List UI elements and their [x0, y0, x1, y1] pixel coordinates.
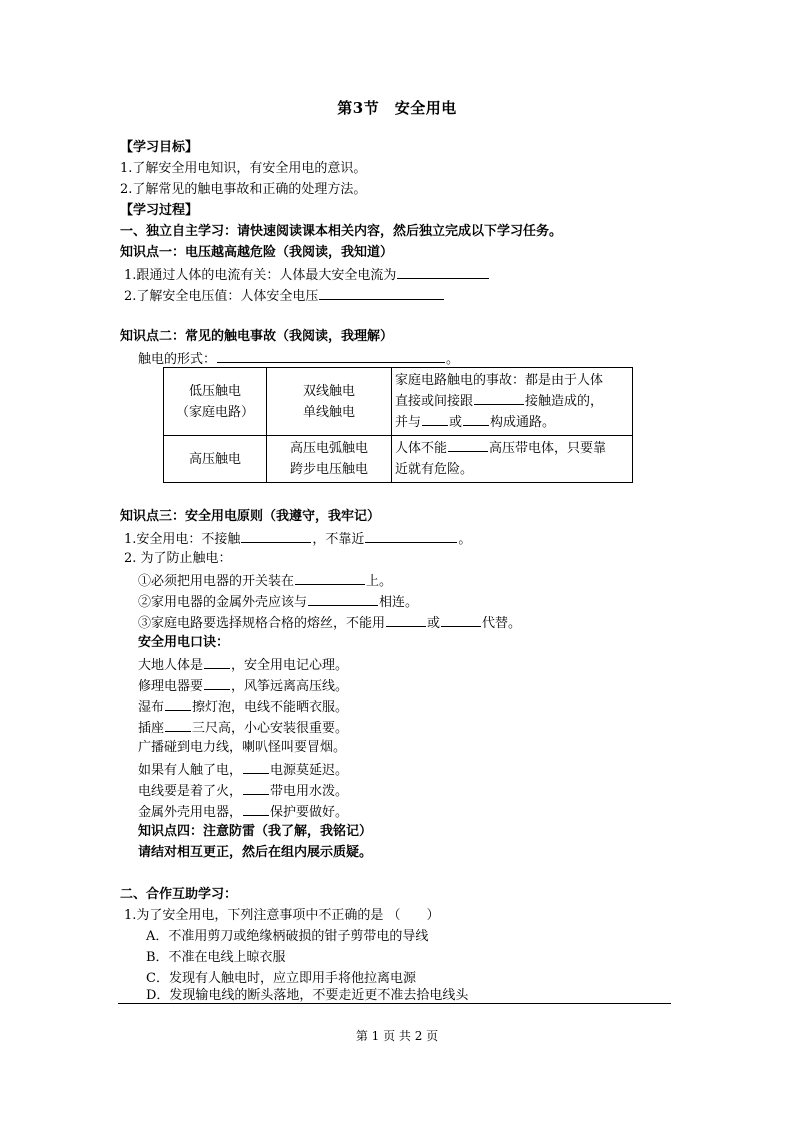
prevent-item — [138, 592, 418, 612]
text-part: 插座 — [138, 721, 165, 736]
question-stem: 1.为了安全用电，下列注意事项中不正确的是 （ ） — [124, 908, 440, 923]
rhyme-line — [138, 655, 348, 675]
kp4-heading: 知识点四：注意防雷（我了解，我铭记） — [138, 824, 373, 839]
text-part: 三尺高，小心安装很重要。 — [192, 721, 349, 736]
rhyme-line — [138, 718, 348, 738]
cell-text — [395, 438, 629, 459]
text-part: 。 — [458, 532, 472, 547]
shock-types-table — [163, 367, 633, 483]
shock-form-end: 。 — [446, 352, 460, 367]
rhyme-line — [138, 697, 348, 717]
cell-text: 近就有危险。 — [395, 462, 474, 477]
answer-blank[interactable] — [241, 529, 311, 543]
text-part: 相连。 — [379, 595, 419, 610]
rhyme-line: 广播碰到电力线，喇叭怪叫要冒烟。 — [138, 740, 347, 755]
shock-form-line — [138, 349, 459, 369]
cell-text-part: 人体不能 — [395, 441, 448, 456]
kp3-principle — [124, 529, 471, 549]
text-part: ，风筝远离高压线。 — [231, 679, 349, 694]
table-row — [164, 368, 633, 436]
table-cell — [164, 436, 267, 483]
rhyme-line — [138, 802, 348, 822]
text-part: 上。 — [366, 574, 393, 589]
process-heading: 【学习过程】 — [120, 203, 199, 218]
kp1-q2-text: 2.了解安全电压值：人体安全电压 — [124, 289, 319, 304]
rhyme-line — [138, 781, 348, 801]
cell-text-part: 或 — [449, 415, 463, 430]
cell-text: （家庭电路） — [175, 404, 254, 420]
cell-text — [395, 391, 629, 412]
cell-text-part: 构成通路。 — [490, 415, 556, 430]
answer-blank[interactable] — [397, 265, 489, 279]
answer-blank[interactable] — [165, 718, 191, 732]
answer-blank[interactable] — [243, 802, 269, 816]
page-number: 第 1 页 共 2 页 — [355, 1029, 439, 1043]
kp3-prevent: 2. 为了防止触电： — [124, 551, 232, 566]
table-cell — [267, 436, 392, 483]
rhyme-line — [138, 760, 348, 780]
table-cell — [392, 436, 633, 483]
shock-form-label: 触电的形式： — [138, 352, 217, 367]
answer-blank[interactable] — [165, 697, 191, 711]
answer-blank[interactable] — [448, 438, 488, 452]
text-part: 电源莫延迟。 — [270, 763, 349, 778]
section2-heading: 二、合作互助学习： — [120, 887, 238, 902]
goals-heading: 【学习目标】 — [120, 140, 199, 155]
footer-divider — [118, 1003, 671, 1004]
answer-blank[interactable] — [204, 655, 230, 669]
text-part: ，安全用电记心理。 — [231, 658, 349, 673]
text-part: 电线要是着了火， — [138, 784, 243, 799]
cell-text: 单线触电 — [302, 404, 355, 420]
prevent-item — [138, 571, 392, 591]
answer-blank[interactable] — [463, 412, 489, 426]
cell-text-part: 高压带电体，只要靠 — [489, 441, 607, 456]
text-part: 1.安全用电：不接触 — [124, 532, 241, 547]
text-part: 擦灯泡，电线不能晒衣服。 — [192, 700, 349, 715]
rhyme-heading: 安全用电口诀： — [138, 635, 230, 650]
text-part: ①必须把用电器的开关装在 — [138, 574, 295, 589]
answer-option: A．不准用剪刀或绝缘柄破损的钳子剪带电的导线 — [146, 929, 429, 944]
text-part: ③家庭电路要选择规格合格的熔丝，不能用 — [138, 616, 386, 631]
section1-heading: 一、独立自主学习：请快速阅读课本相关内容，然后独立完成以下学习任务。 — [120, 224, 563, 239]
table-row — [164, 436, 633, 483]
text-part: 或 — [427, 616, 441, 631]
text-part: ，不靠近 — [312, 532, 365, 547]
cell-text-part: 接触造成的， — [525, 394, 604, 409]
rhyme-line — [138, 676, 348, 696]
text-part: 金属外壳用电器， — [138, 805, 243, 820]
text-part: 带电用水泼。 — [270, 784, 349, 799]
answer-option: C．发现有人触电时，应立即用手将他拉离电源 — [146, 971, 416, 986]
table-cell — [267, 368, 392, 436]
kp1-question — [124, 286, 445, 306]
text-part: 如果有人触了电， — [138, 763, 243, 778]
text-part: ②家用电器的金属外壳应该与 — [138, 595, 308, 610]
kp1-question — [124, 265, 490, 285]
prevent-item — [138, 613, 521, 633]
text-part: 大地人体是 — [138, 658, 204, 673]
cell-text — [395, 412, 629, 433]
page-title: 第3节 安全用电 — [337, 99, 457, 117]
text-part: 湿布 — [138, 700, 165, 715]
kp1-q1-text: 1.跟通过人体的电流有关：人体最大安全电流为 — [124, 268, 397, 283]
kp2-heading: 知识点二：常见的触电事故（我阅读，我理解） — [120, 329, 394, 344]
answer-option: B．不准在电线上晾衣服 — [146, 950, 286, 965]
table-cell — [392, 368, 633, 436]
cell-text-part: 并与 — [395, 415, 422, 430]
goal-item: 2.了解常见的触电事故和正确的处理方法。 — [120, 182, 367, 197]
answer-option: D．发现输电线的断头落地，不要走近更不准去拾电线头 — [146, 988, 469, 1003]
answer-blank[interactable] — [474, 391, 524, 405]
peer-check-instruction: 请结对相互更正，然后在组内展示质疑。 — [138, 845, 373, 860]
cell-text: 高压触电 — [188, 451, 241, 467]
cell-text: 家庭电路触电的事故：都是由于人体 — [395, 373, 604, 388]
answer-blank[interactable] — [319, 286, 444, 300]
answer-blank[interactable] — [386, 613, 426, 627]
answer-blank[interactable] — [308, 592, 378, 606]
answer-blank[interactable] — [243, 781, 269, 795]
answer-blank[interactable] — [441, 613, 481, 627]
cell-text-part: 直接或间接跟 — [395, 394, 474, 409]
answer-blank[interactable] — [365, 529, 457, 543]
answer-blank[interactable] — [204, 676, 230, 690]
table-cell — [164, 368, 267, 436]
answer-blank[interactable] — [217, 349, 445, 363]
answer-blank[interactable] — [295, 571, 365, 585]
kp3-heading: 知识点三：安全用电原则（我遵守，我牢记） — [120, 509, 381, 524]
cell-text: 跨步电压触电 — [289, 462, 368, 477]
cell-text: 高压电弧触电 — [289, 441, 368, 456]
text-part: 保护要做好。 — [270, 805, 349, 820]
answer-blank[interactable] — [243, 760, 269, 774]
kp1-heading: 知识点一：电压越高越危险（我阅读，我知道） — [120, 245, 394, 260]
cell-text: 双线触电 — [302, 383, 355, 399]
text-part: 代替。 — [482, 616, 522, 631]
text-part: 修理电器要 — [138, 679, 204, 694]
cell-text: 低压触电 — [188, 383, 241, 399]
goal-item: 1.了解安全用电知识，有安全用电的意识。 — [120, 161, 367, 176]
answer-blank[interactable] — [422, 412, 448, 426]
